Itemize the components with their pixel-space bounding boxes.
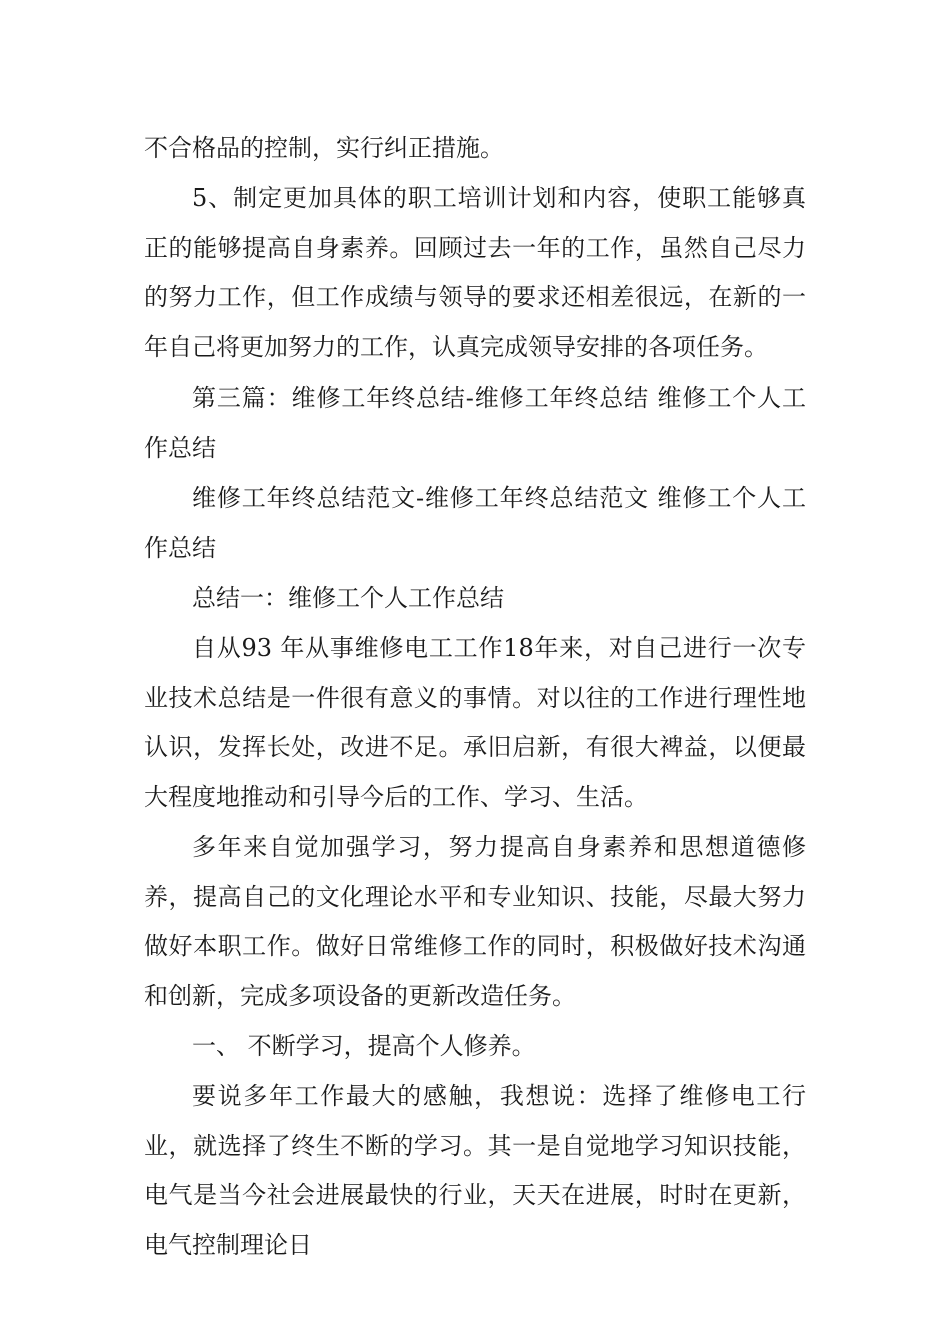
paragraph-item-5: 5、制定更加具体的职工培训计划和内容，使职工能够真正的能够提高自身素养。回顾过去一年的工作，虽然自己尽力的努力工作，但工作成绩与领导的要求还相差很远，在新的一年自己将更加努力的工作，认真完成领导安排的各项任务。 bbox=[144, 184, 806, 361]
paragraph-study: 多年来自觉加强学习，努力提高自身素养和思想道德修养，提高自己的文化理论水平和专业知识、技能，尽最大努力做好本职工作。做好日常维修工作的同时，积极做好技术沟通和创新，完成多项设备的更新改造任务。 bbox=[144, 833, 806, 1010]
paragraph-learning: 要说多年工作最大的感触，我想说：选择了维修电工行业，就选择了终生不断的学习。其一是自觉地学习知识技能，电气是当今社会进展最快的行业，天天在进展，时时在更新，电气控制理论日 bbox=[144, 1082, 806, 1259]
paragraph-continuation: 不合格品的控制，实行纠正措施。 bbox=[144, 134, 504, 162]
section-subtitle: 维修工年终总结范文-维修工年终总结范文 维修工个人工作总结 bbox=[144, 484, 806, 562]
paragraph-intro: 自从93 年从事维修电工工作18年来，对自己进行一次专业技术总结是一件很有意义的事情。对以往的工作进行理性地认识，发挥长处，改进不足。承旧启新，有很大裨益，以便最大程度地推动和引导今后的工作、学习、生活。 bbox=[144, 634, 806, 811]
section-heading-one: 一、 不断学习，提高个人修养。 bbox=[192, 1032, 536, 1060]
summary-heading: 总结一：维修工个人工作总结 bbox=[192, 584, 504, 612]
section-title-part-three: 第三篇：维修工年终总结-维修工年终总结 维修工个人工作总结 bbox=[144, 384, 806, 462]
